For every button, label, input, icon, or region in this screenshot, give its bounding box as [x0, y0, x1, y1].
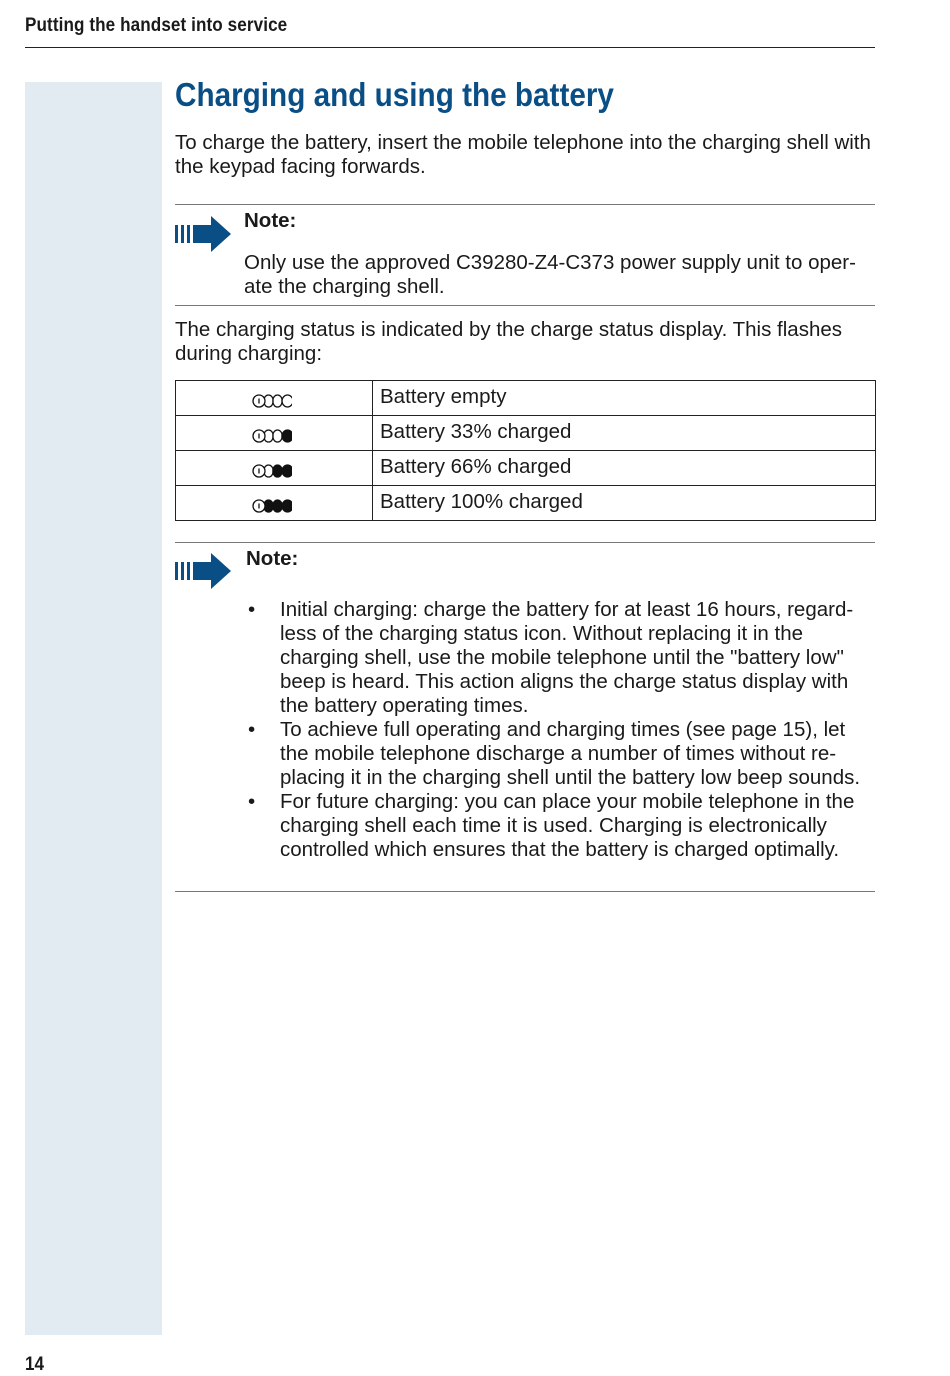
bullet-icon: • [248, 718, 256, 741]
note-arrow-icon [175, 553, 231, 589]
status-label-cell [373, 486, 876, 521]
note-arrow-icon [175, 216, 231, 252]
note-box-power-supply [175, 204, 875, 306]
table-row [176, 381, 876, 416]
charging-tips-list [246, 598, 878, 862]
note-title: Note: [244, 209, 297, 232]
note-box-charging-tips [175, 542, 875, 892]
header-divider [25, 47, 875, 48]
list-item-text: For future charging: you can place your mobile telephone in the charging shell each time it is used. Charging is electronically controlled which ensures that the battery is charged optimally. [280, 790, 855, 861]
charge-status-table [175, 380, 876, 521]
list-item [246, 718, 878, 790]
note-title: Note: [246, 547, 299, 570]
status-label-cell [373, 451, 876, 486]
side-margin-panel [25, 82, 162, 1335]
status-label-cell [373, 416, 876, 451]
status-icon-cell [176, 486, 373, 521]
status-label: Battery 100% charged [380, 490, 583, 513]
status-label: Battery 66% charged [380, 455, 572, 478]
battery-66-icon [252, 463, 292, 479]
table-row [176, 486, 876, 521]
intro-paragraph: To charge the battery, insert the mobile telephone into the charging shell with the keypad facing forwards. [175, 131, 871, 178]
battery-33-icon [252, 428, 292, 444]
bullet-icon: • [248, 598, 256, 621]
status-label-cell [373, 381, 876, 416]
list-item-text: Initial charging: charge the battery for at least 16 hours, regard-less of the charging status icon. Without replacing it in the charging shell, use the mobile telephone until the "battery low" beep is heard. This action aligns the charge status display with the battery operating times. [280, 598, 854, 717]
main-content [175, 72, 875, 892]
battery-full-icon [252, 498, 292, 514]
status-label: Battery 33% charged [380, 420, 572, 443]
table-row [176, 451, 876, 486]
charging-status-paragraph: The charging status is indicated by the charge status display. This flashes during charging: [175, 318, 842, 365]
status-icon-cell [176, 381, 373, 416]
list-item [246, 790, 878, 862]
status-label: Battery empty [380, 385, 507, 408]
page-title: Charging and using the battery [175, 76, 614, 113]
bullet-icon: • [248, 790, 256, 813]
note-body: Only use the approved C39280-Z4-C373 power supply unit to oper-ate the charging shell. [244, 251, 856, 298]
battery-empty-icon [252, 393, 292, 409]
table-row [176, 416, 876, 451]
status-icon-cell [176, 451, 373, 486]
status-icon-cell [176, 416, 373, 451]
list-item-text: To achieve full operating and charging times (see page 15), let the mobile telephone discharge a number of times without re-placing it in the charging shell until the battery low beep sounds. [280, 718, 861, 789]
page-number: 14 [25, 1354, 45, 1375]
running-header: Putting the handset into service [25, 15, 288, 36]
list-item [246, 598, 878, 718]
